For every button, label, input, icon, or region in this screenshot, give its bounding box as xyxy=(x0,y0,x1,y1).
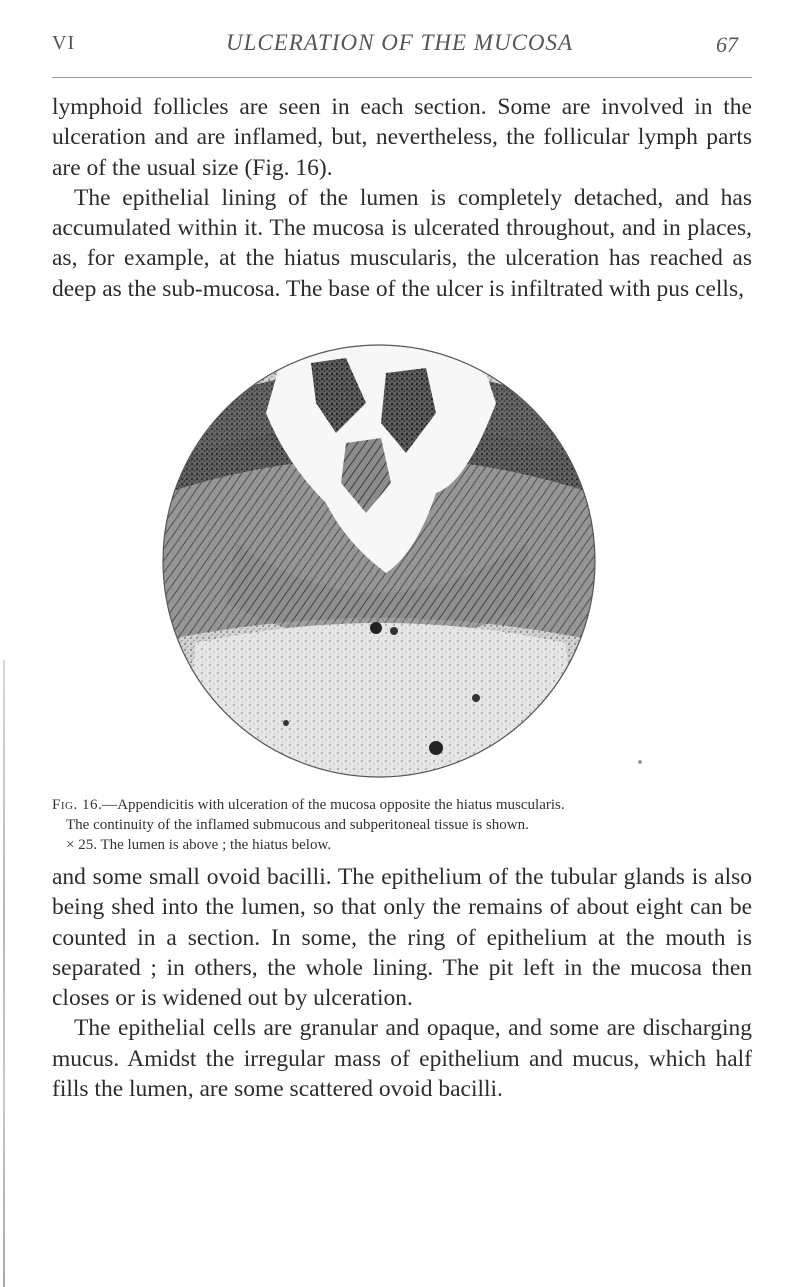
paragraph: The epithelial cells are granular and opaque, and some are discharging mucus. Amidst the irregular mass of epithelium and mucus, which half fills the lumen, are some scattered ovoid bacilli. xyxy=(52,1015,752,1103)
print-speck xyxy=(638,760,642,764)
paragraph: and some small ovoid bacilli. The epithelium of the tubular glands is also being shed into the lumen, so that only the remains of about eight can be counted in a section. In some, the ring of epithelium at the mouth is separated ; in others, the whole lining. The pit left in the mucosa then closes or is widened out by ulceration. xyxy=(52,864,752,1012)
page-number: 67 xyxy=(716,32,738,57)
paragraph: lymphoid follicles are seen in each section. Some are involved in the ulceration and are inflamed, but, nevertheless, the follicular lymph parts are of the usual size (Fig. 16). xyxy=(52,94,752,181)
paragraph: The epithelial lining of the lumen is completely detached, and has accumulated within it. The mucosa is ulcerated throughout, and in places, as, for example, at the hiatus muscularis, the ulceration has reached as deep as the sub-mucosa. The base of the ulcer is infiltrated with pus cells, xyxy=(52,184,752,302)
caption-line-3: × 25. The lumen is above ; the hiatus below. xyxy=(66,837,332,853)
figure-caption xyxy=(52,795,752,855)
running-head xyxy=(52,24,752,64)
body-text-bottom xyxy=(52,862,752,1104)
chapter-number: VI xyxy=(52,32,76,54)
header-rule xyxy=(52,77,752,78)
page-edge-shadow xyxy=(3,660,5,1287)
running-title: ULCERATION OF THE MUCOSA xyxy=(226,30,574,55)
caption-line-2: The continuity of the inflamed submucous and subperitoneal tissue is shown. xyxy=(66,817,529,833)
body-text-top xyxy=(52,92,752,304)
figure-label: Fig. 16. xyxy=(52,797,103,813)
caption-line-1: —Appendicitis with ulceration of the mucosa opposite the hiatus muscularis. xyxy=(102,797,565,813)
micrograph-illustration xyxy=(136,343,622,783)
micrograph-figure xyxy=(136,343,622,783)
